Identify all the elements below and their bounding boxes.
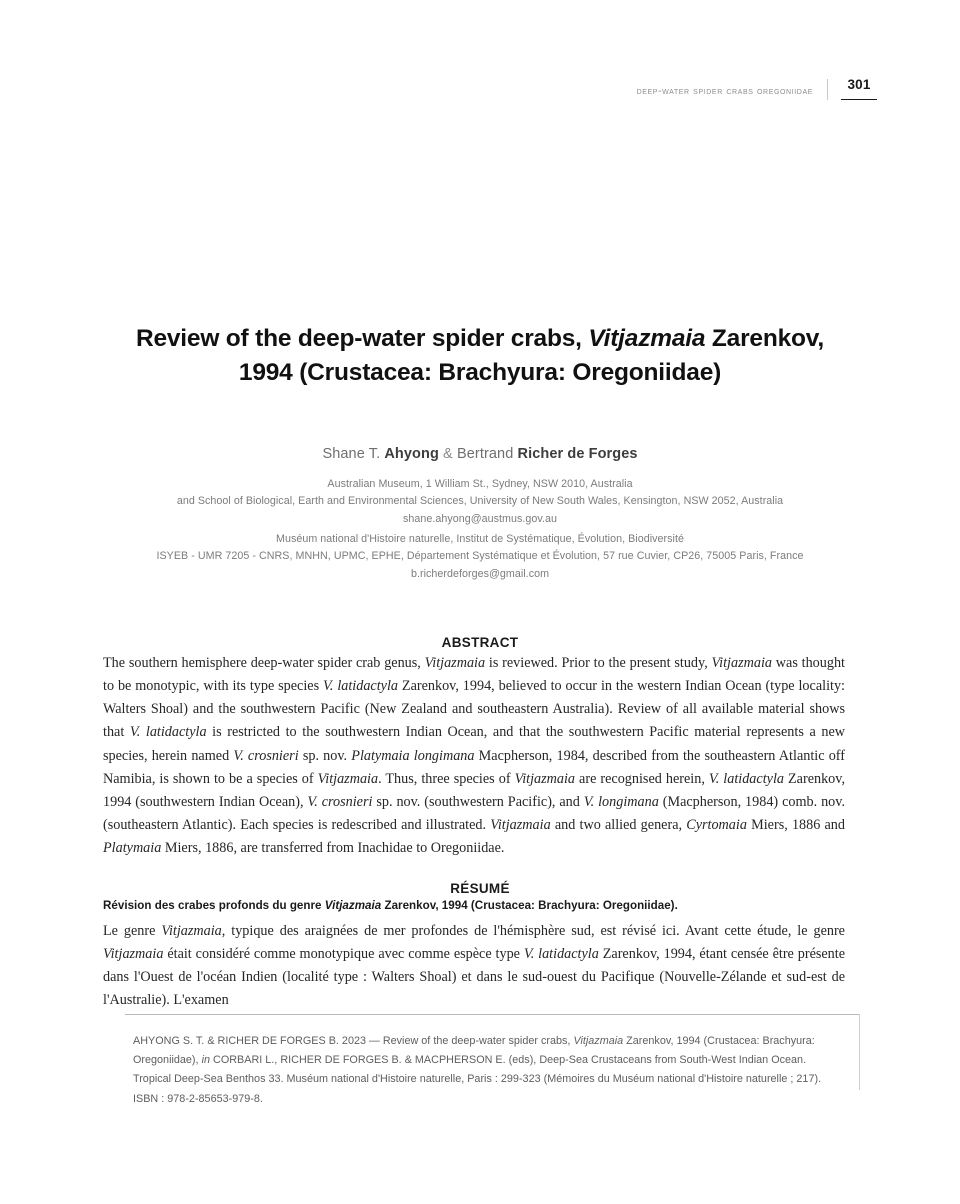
- citation-in: in: [201, 1054, 210, 1067]
- abstract-seg: and two allied genera,: [550, 816, 687, 833]
- resume-genus: Vitjazmaia: [103, 946, 164, 963]
- resume-subtitle-genus: Vitjazmaia: [324, 899, 382, 912]
- abstract-seg: sp. nov. (southwestern Pacific), and: [372, 793, 584, 810]
- abstract-seg: The southern hemisphere deep-water spider crab genus,: [103, 655, 425, 671]
- author2-surname: Richer de Forges: [517, 446, 638, 462]
- abstract-genus: Platymaia: [103, 840, 162, 857]
- author2-given: Bertrand: [456, 446, 518, 462]
- abstract-species: V. longimana: [583, 793, 659, 810]
- abstract-species: Platymaia longimana: [351, 747, 475, 764]
- resume-genus: Vitjazmaia: [161, 923, 222, 939]
- author1-given: Shane T.: [322, 446, 385, 462]
- affiliation1-line1: Australian Museum, 1 William St., Sydney, NSW 2010, Australia: [327, 478, 633, 490]
- abstract-seg: Miers, 1886, are transferred from Inachidae to Oregoniidae.: [161, 840, 505, 857]
- abstract-seg: Macpherson, 1984, described from the southeastern Atlantic off Namibia, is shown to be a species of: [103, 747, 845, 787]
- title-line2: 1994 (Crustacea: Brachyura: Oregoniidae): [238, 359, 722, 387]
- affiliation2-line1: Muséum national d'Histoire naturelle, Institut de Systématique, Évolution, Biodiversité: [276, 533, 684, 545]
- abstract-seg: is restricted to the southwestern Indian Ocean, and that the southwestern Pacific material represents a new species, herein named: [103, 724, 845, 764]
- running-head-title: deep-water spider crabs oregoniidae: [636, 85, 813, 98]
- abstract-species: V. latidactyla: [708, 770, 784, 787]
- citation-genus: Vitjazmaia: [573, 1035, 624, 1047]
- resume-subtitle-seg: Zarenkov, 1994 (Crustacea: Brachyura: Oregoniidae).: [381, 899, 678, 912]
- abstract-genus: Vitjazmaia: [317, 770, 379, 787]
- abstract-genus: Vitjazmaia: [424, 655, 486, 671]
- resume-seg: , typique des araignées de mer profondes de l'hémisphère sud, est révisé ici. Avant cette étude, le genre: [221, 923, 845, 939]
- affiliation2-line2: ISYEB - UMR 7205 - CNRS, MNHN, UPMC, EPHE, Département Systématique et Évolution, 57 rue Cuvier, CP26, 75005 Paris, France: [156, 550, 804, 563]
- citation-right-border: [859, 1014, 860, 1090]
- citation-seg: Zarenkov, 1994 (Crustacea: Brachyura: Oregoniidae),: [133, 1035, 815, 1067]
- resume-species: V. latidactyla: [523, 946, 599, 963]
- title-line1-post: Zarenkov,: [705, 325, 825, 353]
- abstract-species: V. crosnieri: [233, 747, 299, 764]
- affiliation1-line2: and School of Biological, Earth and Environmental Sciences, University of New South Wales, Kensington, NSW 2052, Australia: [176, 495, 784, 508]
- author-list: [80, 446, 880, 462]
- abstract-genus: Vitjazmaia: [711, 655, 772, 671]
- abstract-species: V. crosnieri: [307, 793, 373, 810]
- affiliation2-email[interactable]: b.richerdeforges@gmail.com: [410, 567, 550, 580]
- page-title: [110, 322, 850, 390]
- resume-seg: Le genre: [103, 923, 162, 939]
- resume-subtitle: [103, 899, 845, 912]
- abstract-seg: sp. nov.: [298, 747, 352, 764]
- page-number-rule: [841, 99, 877, 101]
- abstract-species: V. latidactyla: [129, 724, 207, 741]
- abstract-seg: is reviewed. Prior to the present study,: [485, 655, 712, 671]
- running-head: [637, 78, 877, 100]
- abstract-species: V. latidactyla: [323, 678, 398, 695]
- citation-rule: [125, 1014, 860, 1015]
- page-number-group: [828, 78, 877, 100]
- resume-seg: était considéré comme monotypique avec comme espèce type: [163, 946, 524, 963]
- abstract-genus: Cyrtomaia: [686, 816, 747, 833]
- abstract-heading: ABSTRACT: [441, 635, 519, 650]
- citation-seg: AHYONG S. T. & RICHER DE FORGES B. 2023 — Review of the deep-water spider crabs,: [133, 1035, 574, 1047]
- abstract-seg: Miers, 1886 and: [746, 816, 845, 833]
- affiliation1-email[interactable]: shane.ahyong@austmus.gov.au: [402, 512, 557, 525]
- abstract-genus: Vitjazmaia: [514, 770, 576, 787]
- abstract-seg: Zarenkov, 1994, believed to occur in the western Indian Ocean (type locality: Walters Shoal) and the southwestern Pacific (New Zealand and southeastern Australia). Review of all available material shows that: [103, 678, 845, 741]
- citation-seg: CORBARI L., RICHER DE FORGES B. & MACPHERSON E. (eds), Deep-Sea Crustaceans from South-West Indian Ocean. Tropical Deep-Sea Benthos 33. Muséum national d'Histoire naturelle, Paris : 299-323 (Mémoires du Muséum national d'Histoire naturelle ; 217). ISBN : 978-2-85653-979-8.: [133, 1054, 822, 1105]
- abstract-seg: . Thus, three species of: [378, 770, 515, 787]
- affiliation-block-2: [80, 531, 880, 583]
- author1-surname: Ahyong: [384, 446, 439, 462]
- abstract-seg: are recognised herein,: [575, 770, 709, 787]
- page-number: 301: [847, 77, 871, 92]
- abstract-genus: Vitjazmaia: [490, 816, 551, 833]
- abstract-seg: Zarenkov, 1994 (southwestern Indian Ocean),: [103, 770, 845, 810]
- citation-block: [133, 1032, 845, 1109]
- affiliation-block-1: [80, 476, 880, 528]
- resume-text: [103, 920, 845, 1013]
- title-line1-pre: Review of the deep-water spider crabs,: [135, 325, 589, 353]
- abstract-text: [103, 652, 845, 860]
- title-genus: Vitjazmaia: [588, 325, 706, 353]
- abstract-seg: was thought to be monotypic, with its type species: [103, 655, 845, 695]
- resume-seg: Zarenkov, 1994, étant censée être présente dans l'Ouest de l'océan Indien (localité type : Walters Shoal) et dans le sud-ouest du Pacifique (Nouvelle-Zélande et sud-est de l'Australie). L'examen: [103, 946, 846, 1009]
- abstract-seg: (Macpherson, 1984) comb. nov. (southeastern Atlantic). Each species is redescribed and illustrated.: [103, 793, 845, 833]
- author-separator: &: [438, 446, 457, 462]
- resume-subtitle-seg: Révision des crabes profonds du genre: [103, 899, 325, 912]
- resume-heading: RÉSUMÉ: [450, 881, 510, 896]
